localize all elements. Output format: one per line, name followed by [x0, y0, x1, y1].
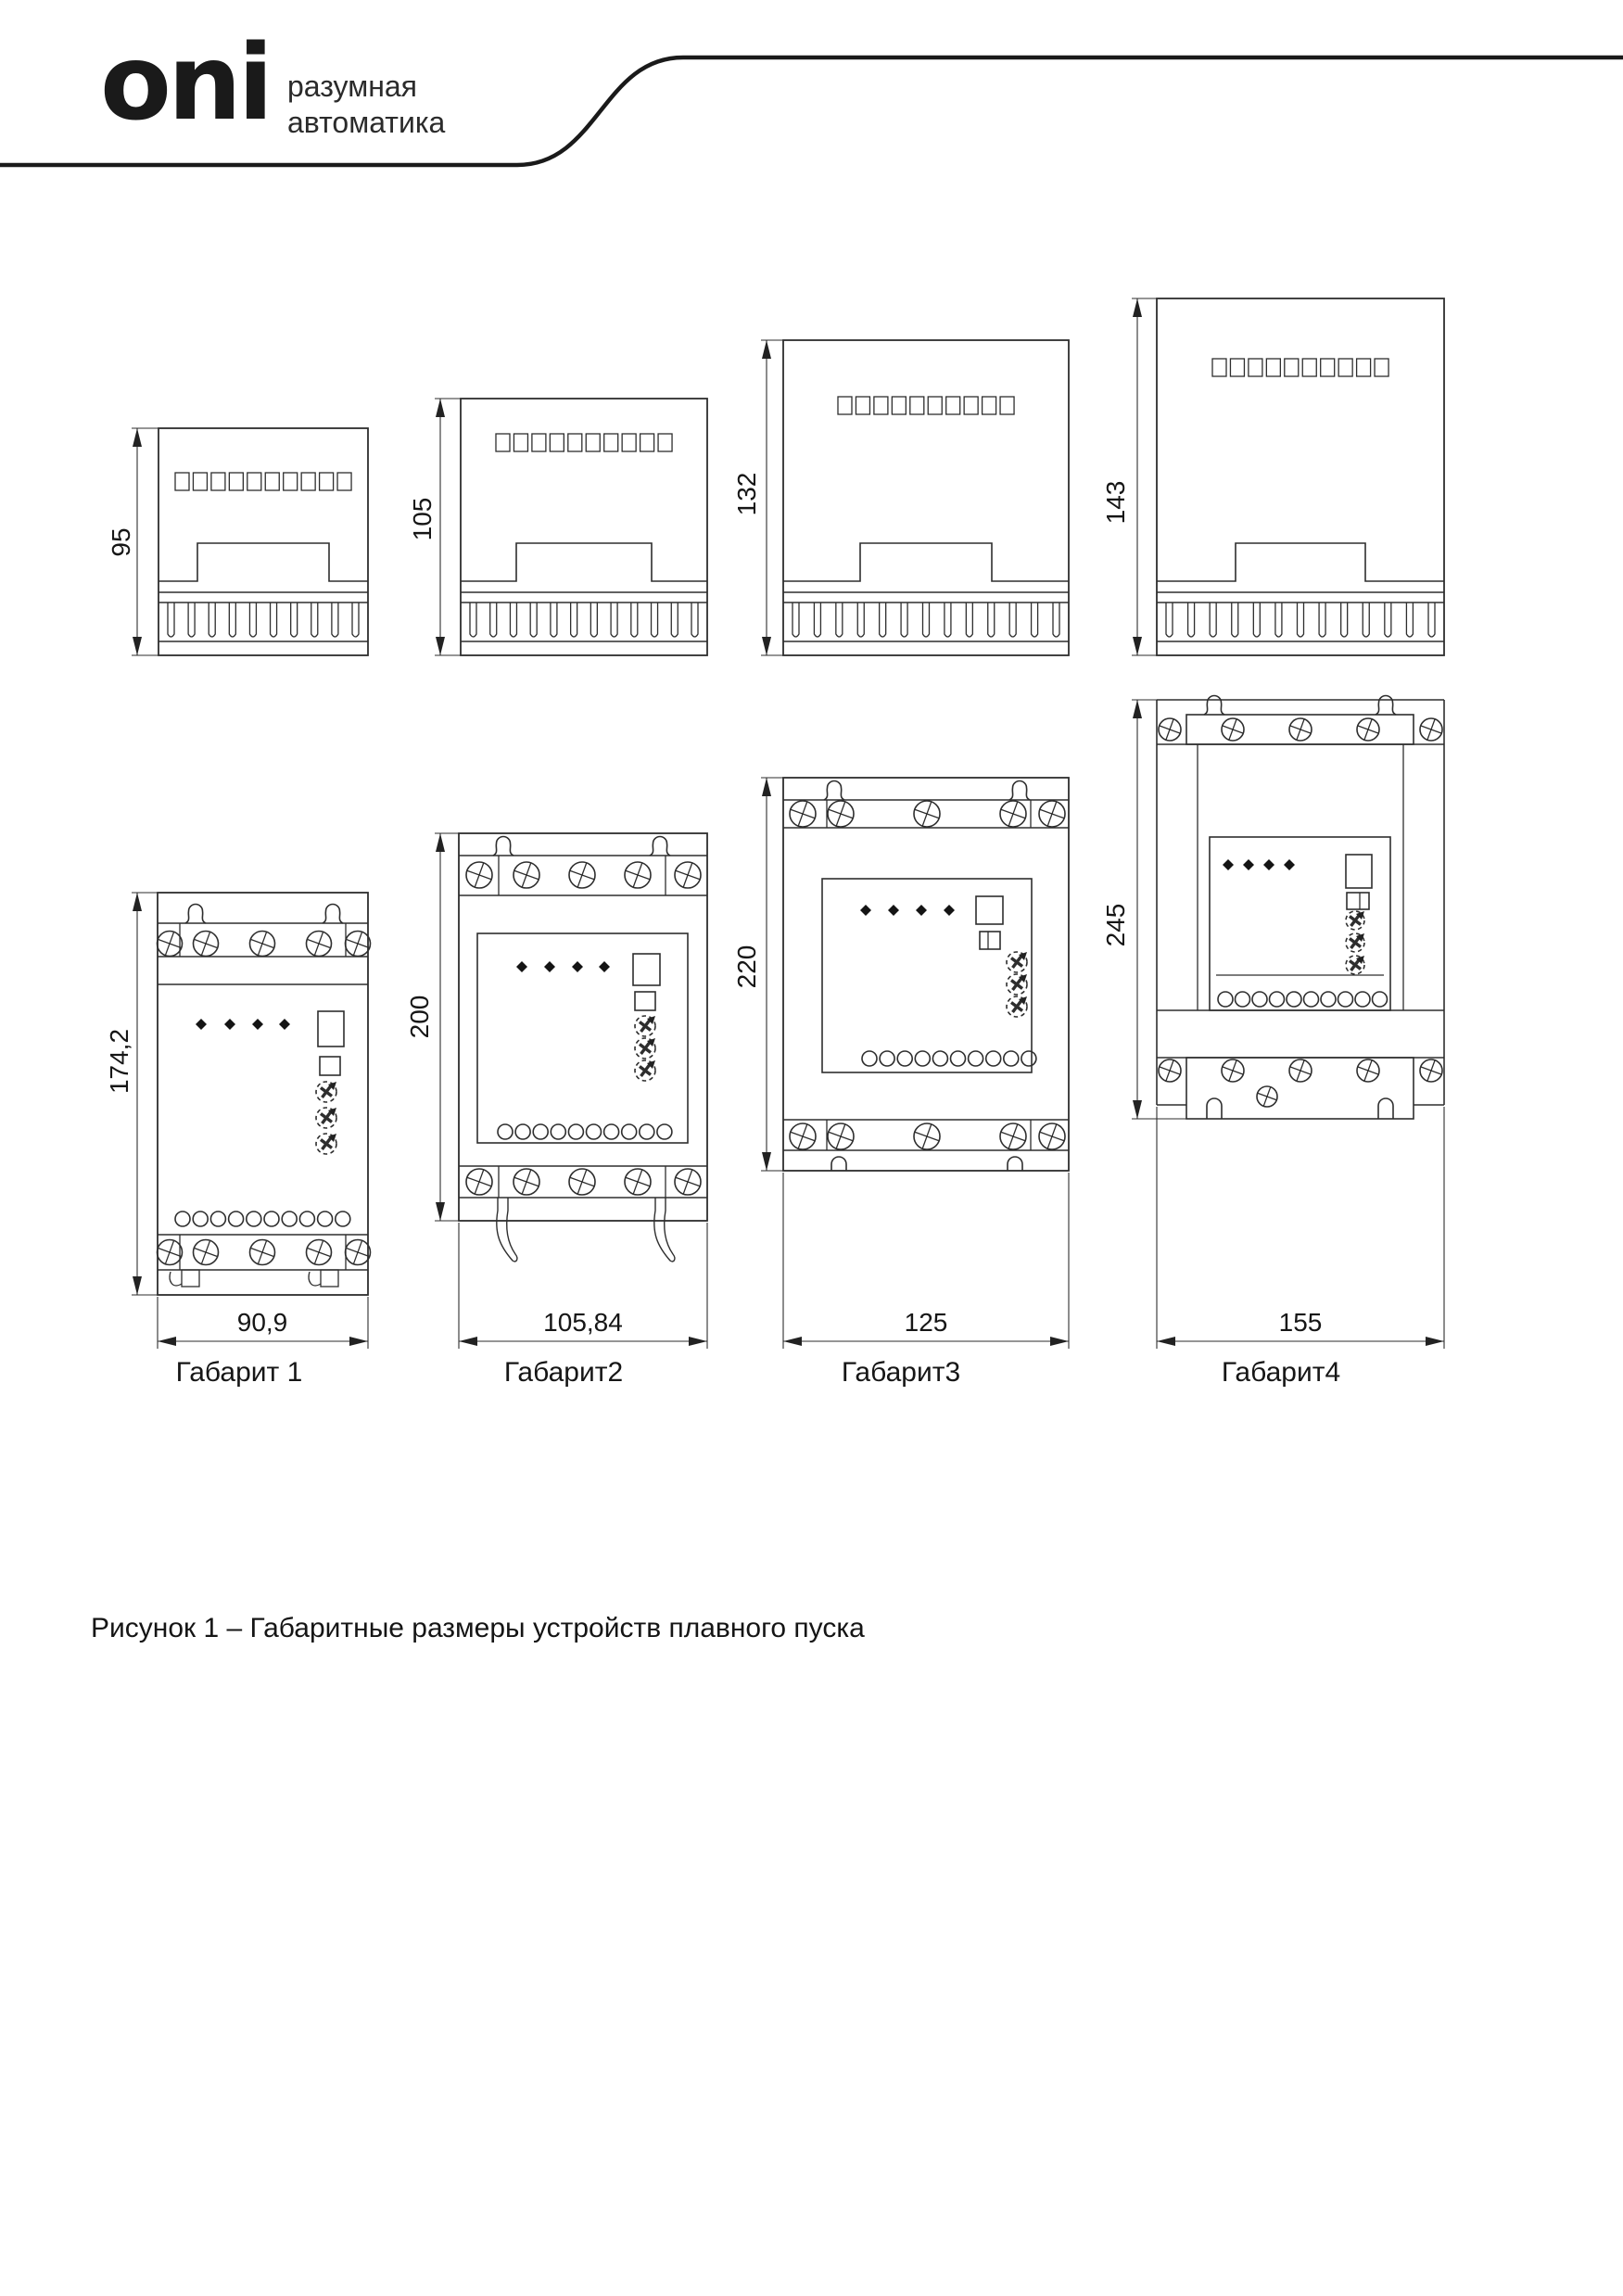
front-view-gabarit-3: [761, 778, 1069, 1349]
figure-caption: Рисунок 1 – Габаритные размеры устройств плавного пуска: [91, 1613, 865, 1643]
front-view-gabarit-4: [1132, 696, 1444, 1349]
dim-front-height-gabarit-4: 245: [1101, 903, 1130, 947]
dim-side-height-gabarit-4: 143: [1101, 480, 1130, 525]
oni-logo: oni: [100, 23, 271, 144]
side-view-gabarit-2: [435, 399, 707, 655]
dim-side-height-gabarit-1: 95: [107, 527, 135, 557]
side-view-gabarit-3: [761, 340, 1069, 655]
front-view-gabarit-1: [132, 893, 371, 1349]
dim-side-height-gabarit-2: 105: [408, 497, 437, 541]
dim-front-height-gabarit-3: 220: [732, 945, 761, 989]
dim-width-gabarit-3: 125: [904, 1308, 948, 1337]
dim-front-height-gabarit-1: 174,2: [105, 1028, 133, 1095]
caption-gabarit-1: Габарит 1: [175, 1357, 303, 1388]
front-view-gabarit-2: [435, 833, 707, 1349]
dim-width-gabarit-2: 105,84: [543, 1308, 623, 1337]
caption-gabarit-2: Габарит2: [503, 1357, 624, 1388]
tagline-line-1: разумная: [287, 70, 417, 103]
dim-width-gabarit-1: 90,9: [236, 1308, 288, 1337]
tagline-line-2: автоматика: [287, 106, 446, 139]
dim-front-height-gabarit-2: 200: [405, 995, 434, 1039]
side-view-gabarit-1: [132, 428, 368, 655]
caption-gabarit-4: Габарит4: [1221, 1357, 1341, 1388]
dim-width-gabarit-4: 155: [1278, 1308, 1323, 1337]
side-view-gabarit-4: [1132, 298, 1444, 655]
caption-gabarit-3: Габарит3: [841, 1357, 961, 1388]
dim-side-height-gabarit-3: 132: [732, 472, 761, 516]
